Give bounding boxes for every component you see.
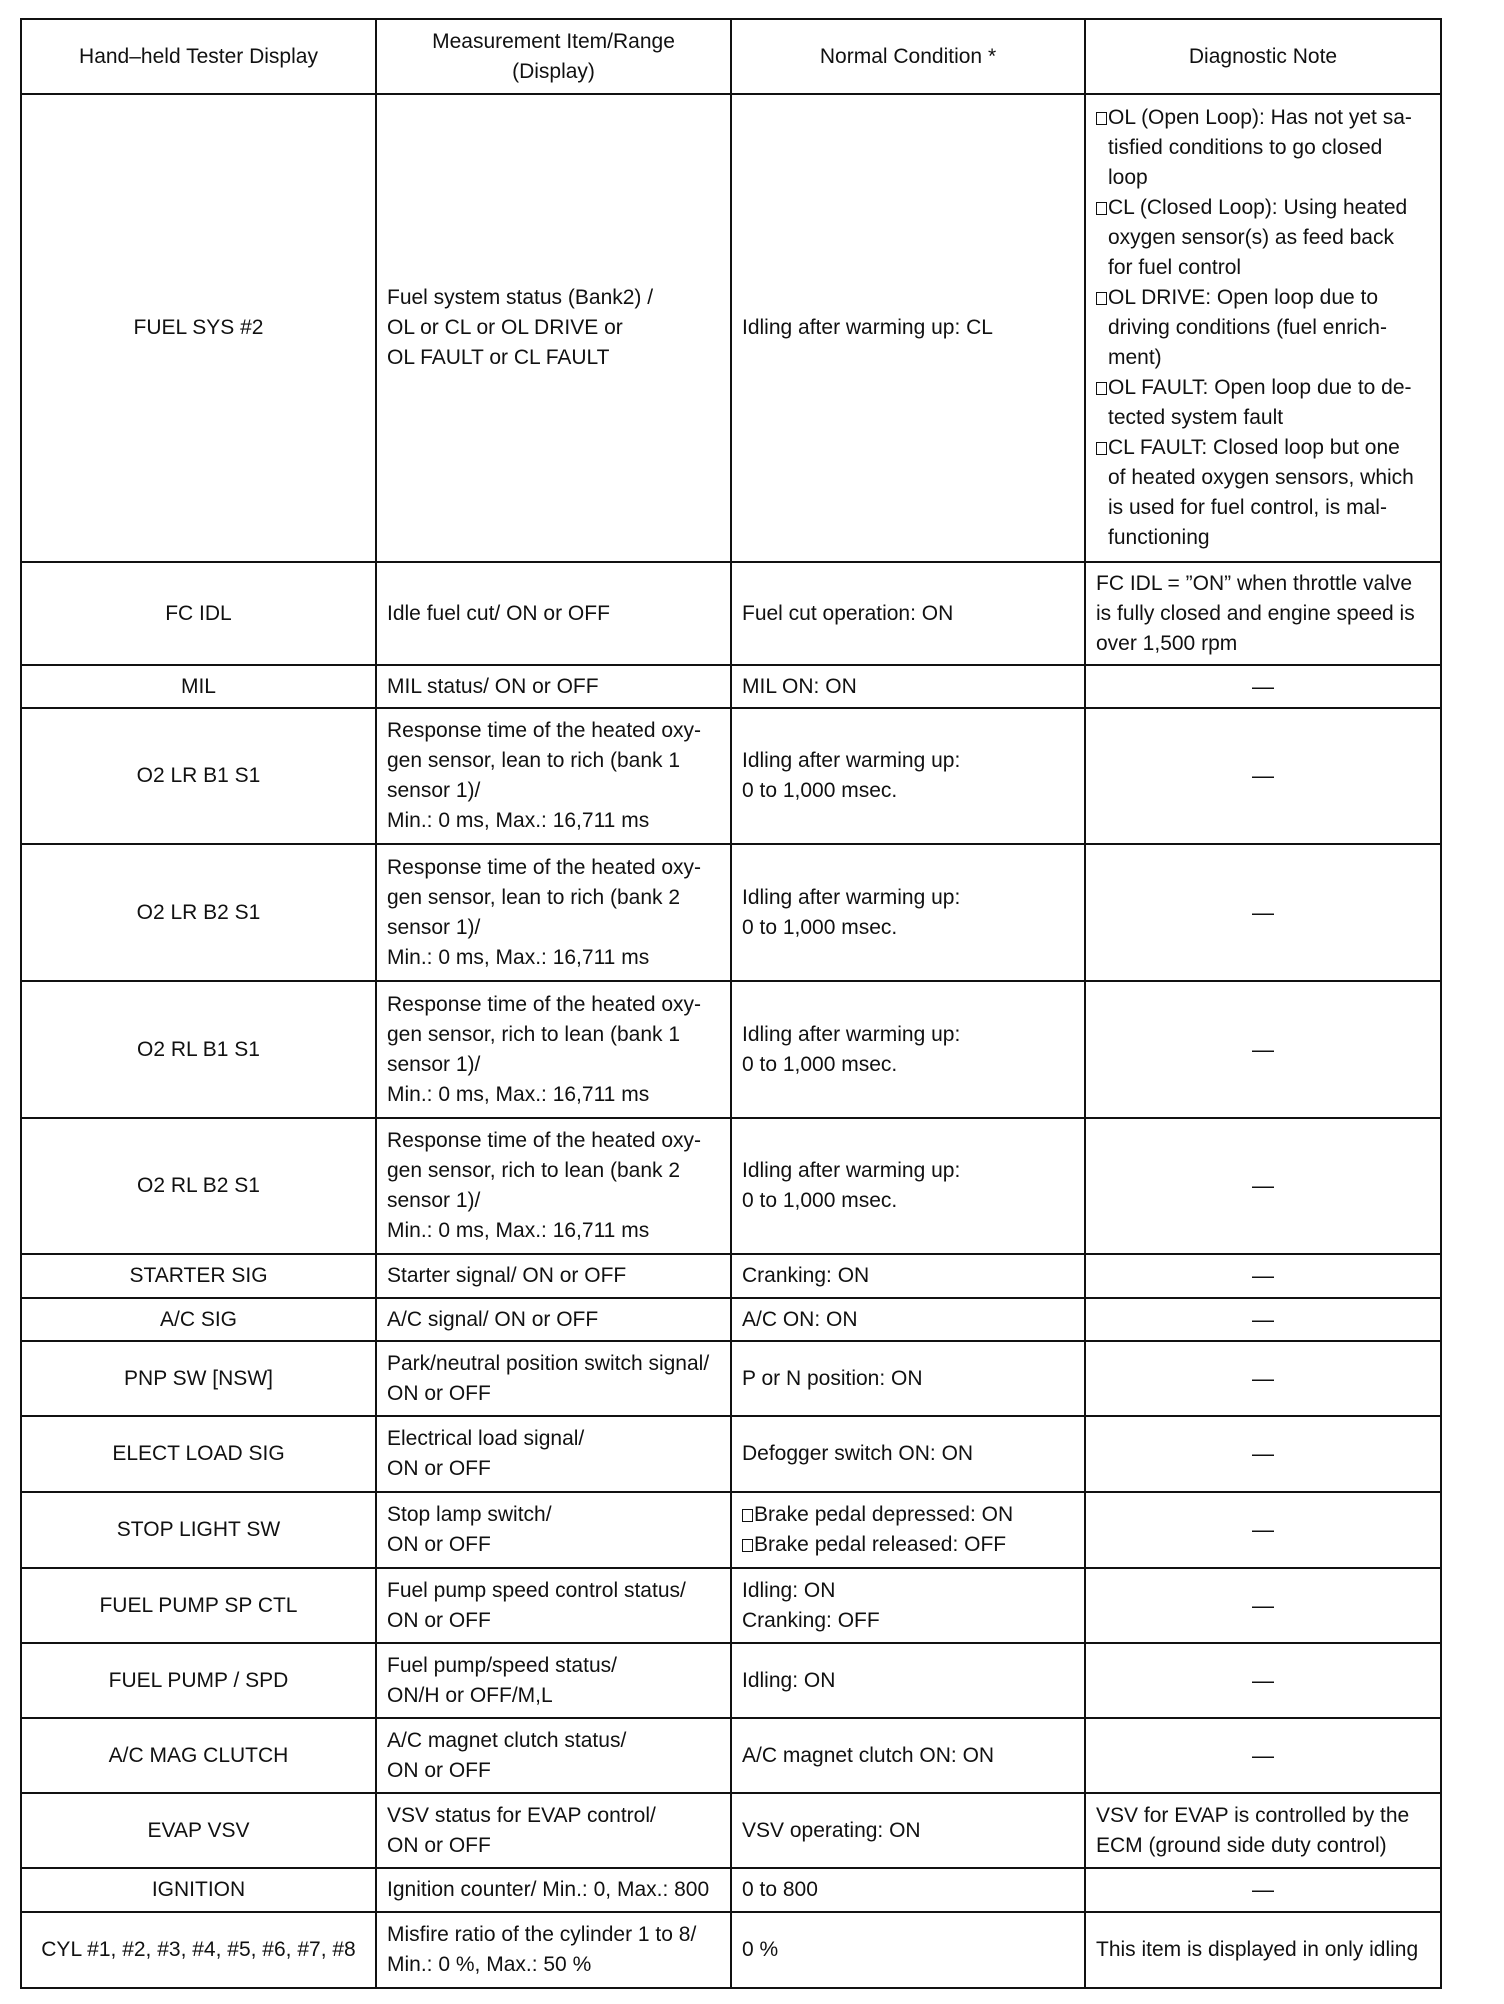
- normal-condition-line: Fuel cut operation: ON: [742, 601, 954, 625]
- normal-condition-line: Idling after warming up:: [742, 1022, 961, 1046]
- measurement-line: Response time of the heated oxy-: [387, 855, 702, 879]
- normal-condition-line: P or N position: ON: [742, 1366, 923, 1390]
- measurement-line: Fuel system status (Bank2) /: [387, 286, 654, 309]
- checkbox-bullet-icon: [1096, 382, 1107, 395]
- normal-condition-line: 0 to 1,000 msec.: [742, 1189, 898, 1212]
- table-header-row: [21, 19, 1441, 94]
- checkbox-bullet-icon: [1096, 202, 1107, 215]
- normal-condition-line: 0 to 1,000 msec.: [742, 1052, 898, 1076]
- tester-data-table: [20, 18, 1442, 1989]
- measurement-line: Park/neutral position switch signal/: [387, 1351, 710, 1375]
- measurement-line: sensor 1)/: [387, 1189, 481, 1212]
- empty-note-dash: —: [1252, 1036, 1274, 1062]
- cell-diagnostic-note: [1085, 1341, 1441, 1416]
- cell-diagnostic-note: [1085, 1568, 1441, 1643]
- cell-tester-display: O2 RL B1 S1: [21, 981, 376, 1118]
- cell-diagnostic-note: [1085, 94, 1441, 562]
- table-row: [21, 562, 1441, 665]
- cell-diagnostic-note: [1085, 1718, 1441, 1793]
- cell-diagnostic-note: [1085, 1254, 1441, 1298]
- diagnostic-note-line: [1096, 163, 1430, 193]
- cell-measurement-item: [376, 1912, 731, 1988]
- measurement-line: gen sensor, rich to lean (bank 2: [387, 1159, 681, 1182]
- cell-measurement-item: [376, 665, 731, 708]
- cell-diagnostic-note: [1085, 1298, 1441, 1341]
- diagnostic-note-line: [1096, 313, 1430, 343]
- measurement-line: ON or OFF: [387, 1608, 491, 1632]
- cell-measurement-item: [376, 1868, 731, 1912]
- normal-condition-line: Idling after warming up: CL: [742, 316, 993, 339]
- cell-normal-condition: [731, 562, 1085, 665]
- measurement-line: Stop lamp switch/: [387, 1503, 552, 1526]
- diagnostic-note-line: [1096, 253, 1430, 283]
- normal-condition-line: Idling: ON: [742, 1668, 836, 1692]
- measurement-line: gen sensor, rich to lean (bank 1: [387, 1022, 681, 1046]
- empty-note-dash: —: [1252, 673, 1274, 699]
- cell-tester-display: FUEL PUMP SP CTL: [21, 1568, 376, 1643]
- normal-condition-line: MIL ON: ON: [742, 674, 857, 698]
- checkbox-bullet-icon: [742, 1509, 753, 1522]
- cell-tester-display: FC IDL: [21, 562, 376, 665]
- header-normal-condition: Normal Condition *: [731, 19, 1085, 94]
- normal-condition-line: 0 to 1,000 msec.: [742, 779, 898, 802]
- measurement-line: Misfire ratio of the cylinder 1 to 8/: [387, 1923, 697, 1946]
- cell-diagnostic-note: [1085, 1492, 1441, 1568]
- cell-tester-display: ELECT LOAD SIG: [21, 1416, 376, 1492]
- cell-diagnostic-note: [1085, 1868, 1441, 1912]
- table-row: [21, 981, 1441, 1118]
- table-row: [21, 1793, 1441, 1868]
- cell-normal-condition: [731, 94, 1085, 562]
- empty-note-dash: —: [1252, 1173, 1274, 1198]
- measurement-line: MIL status/ ON or OFF: [387, 674, 599, 698]
- measurement-line: Fuel pump/speed status/: [387, 1653, 617, 1677]
- cell-normal-condition: [731, 1416, 1085, 1492]
- empty-note-dash: —: [1252, 1306, 1274, 1332]
- diagnostic-note-line: [1096, 523, 1430, 553]
- measurement-line: Min.: 0 ms, Max.: 16,711 ms: [387, 1082, 650, 1106]
- cell-measurement-item: [376, 1568, 731, 1643]
- empty-note-dash: —: [1252, 899, 1274, 925]
- cell-normal-condition: [731, 1868, 1085, 1912]
- normal-condition-line: Idling after warming up:: [742, 1159, 961, 1182]
- normal-condition-line: VSV operating: ON: [742, 1818, 921, 1842]
- measurement-line: sensor 1)/: [387, 915, 481, 939]
- cell-tester-display: EVAP VSV: [21, 1793, 376, 1868]
- measurement-line: A/C signal/ ON or OFF: [387, 1307, 599, 1331]
- normal-condition-line: Idling: ON: [742, 1578, 836, 1602]
- cell-tester-display: CYL #1, #2, #3, #4, #5, #6, #7, #8: [21, 1912, 376, 1988]
- measurement-line: Electrical load signal/: [387, 1427, 585, 1450]
- diagnostic-note-text: tected system fault: [1108, 406, 1284, 429]
- cell-diagnostic-note: [1085, 1118, 1441, 1254]
- cell-measurement-item: [376, 1298, 731, 1341]
- diagnostic-note-text: driving conditions (fuel enrich-: [1108, 316, 1387, 339]
- cell-diagnostic-note: [1085, 1793, 1441, 1868]
- cell-measurement-item: [376, 562, 731, 665]
- measurement-line: Ignition counter/ Min.: 0, Max.: 800: [387, 1878, 710, 1901]
- cell-tester-display: FUEL PUMP / SPD: [21, 1643, 376, 1718]
- diagnostic-note-line: [1096, 193, 1430, 223]
- normal-condition-line: Idling after warming up:: [742, 885, 961, 909]
- cell-normal-condition: [731, 981, 1085, 1118]
- diagnostic-note-line: [1096, 103, 1430, 133]
- diagnostic-note-line: FC IDL = ”ON” when throttle valve: [1096, 571, 1413, 595]
- cell-tester-display: STARTER SIG: [21, 1254, 376, 1298]
- empty-note-dash: —: [1252, 1365, 1274, 1391]
- header-measurement-item: [376, 19, 731, 94]
- normal-condition-bullet-text: Brake pedal released: OFF: [754, 1533, 1007, 1556]
- normal-condition-bullet: [742, 1500, 1074, 1530]
- table-row: [21, 1298, 1441, 1341]
- empty-note-dash: —: [1252, 1592, 1274, 1618]
- diagnostic-note-line: [1096, 463, 1430, 493]
- cell-measurement-item: [376, 1793, 731, 1868]
- cell-measurement-item: [376, 708, 731, 844]
- cell-measurement-item: [376, 1718, 731, 1793]
- diagnostic-note-line: This item is displayed in only idling: [1096, 1938, 1419, 1961]
- cell-tester-display: O2 LR B1 S1: [21, 708, 376, 844]
- header-tester-display: Hand–held Tester Display: [21, 19, 376, 94]
- cell-tester-display: A/C MAG CLUTCH: [21, 1718, 376, 1793]
- cell-normal-condition: [731, 1568, 1085, 1643]
- diagnostic-note-line: [1096, 403, 1430, 433]
- cell-tester-display: PNP SW [NSW]: [21, 1341, 376, 1416]
- measurement-line: gen sensor, lean to rich (bank 2: [387, 885, 681, 909]
- table-row: [21, 708, 1441, 844]
- checkbox-bullet-icon: [1096, 112, 1107, 125]
- cell-measurement-item: [376, 981, 731, 1118]
- normal-condition-line: 0 to 800: [742, 1878, 818, 1901]
- cell-diagnostic-note: [1085, 562, 1441, 665]
- diagnostic-note-line: is fully closed and engine speed is: [1096, 601, 1415, 625]
- cell-tester-display: FUEL SYS #2: [21, 94, 376, 562]
- normal-condition-bullet-text: Brake pedal depressed: ON: [754, 1503, 1014, 1526]
- diagnostic-note-line: [1096, 433, 1430, 463]
- cell-measurement-item: [376, 1643, 731, 1718]
- diagnostic-note-text: CL (Closed Loop): Using heated: [1108, 196, 1408, 219]
- cell-diagnostic-note: [1085, 1912, 1441, 1988]
- measurement-line: VSV status for EVAP control/: [387, 1803, 656, 1827]
- cell-measurement-item: [376, 1416, 731, 1492]
- table-row: [21, 665, 1441, 708]
- table-row: [21, 1492, 1441, 1568]
- cell-normal-condition: [731, 665, 1085, 708]
- diagnostic-note-text: CL FAULT: Closed loop but one: [1108, 436, 1400, 459]
- diagnostic-note-text: for fuel control: [1108, 256, 1242, 279]
- cell-measurement-item: [376, 94, 731, 562]
- empty-note-dash: —: [1252, 1877, 1274, 1902]
- measurement-line: OL FAULT or CL FAULT: [387, 346, 610, 369]
- checkbox-bullet-icon: [742, 1539, 753, 1552]
- measurement-line: Response time of the heated oxy-: [387, 719, 702, 742]
- cell-normal-condition: [731, 1254, 1085, 1298]
- measurement-line: Fuel pump speed control status/: [387, 1578, 686, 1602]
- empty-note-dash: —: [1252, 1667, 1274, 1693]
- diagnostic-note-text: oxygen sensor(s) as feed back: [1108, 226, 1394, 249]
- cell-diagnostic-note: [1085, 844, 1441, 981]
- cell-normal-condition: [731, 1492, 1085, 1568]
- cell-measurement-item: [376, 1492, 731, 1568]
- measurement-line: Min.: 0 ms, Max.: 16,711 ms: [387, 945, 650, 969]
- table-row: [21, 1568, 1441, 1643]
- diagnostic-note-line: [1096, 283, 1430, 313]
- measurement-line: ON or OFF: [387, 1833, 491, 1857]
- diagnostic-note-text: of heated oxygen sensors, which: [1108, 466, 1414, 489]
- table-row: [21, 1416, 1441, 1492]
- diagnostic-note-line: [1096, 133, 1430, 163]
- header-diagnostic-note: Diagnostic Note: [1085, 19, 1441, 94]
- cell-normal-condition: [731, 708, 1085, 844]
- normal-condition-line: Idling after warming up:: [742, 749, 961, 772]
- normal-condition-line: Cranking: ON: [742, 1264, 870, 1287]
- normal-condition-line: A/C ON: ON: [742, 1307, 858, 1331]
- table-row: [21, 1118, 1441, 1254]
- cell-diagnostic-note: [1085, 981, 1441, 1118]
- diagnostic-note-line: ECM (ground side duty control): [1096, 1833, 1387, 1857]
- cell-normal-condition: [731, 1341, 1085, 1416]
- cell-diagnostic-note: [1085, 1416, 1441, 1492]
- diagnostic-note-line: [1096, 343, 1430, 373]
- empty-note-dash: —: [1252, 1263, 1274, 1288]
- empty-note-dash: —: [1252, 1742, 1274, 1768]
- cell-tester-display: MIL: [21, 665, 376, 708]
- diagnostic-note-line: VSV for EVAP is controlled by the: [1096, 1803, 1410, 1827]
- cell-tester-display: STOP LIGHT SW: [21, 1492, 376, 1568]
- diagnostic-note-text: OL FAULT: Open loop due to de-: [1108, 376, 1412, 399]
- diagnostic-note-text: is used for fuel control, is mal-: [1108, 496, 1387, 519]
- cell-measurement-item: [376, 1341, 731, 1416]
- normal-condition-line: Cranking: OFF: [742, 1608, 880, 1632]
- measurement-line: Starter signal/ ON or OFF: [387, 1264, 627, 1287]
- normal-condition-bullet: [742, 1530, 1074, 1560]
- diagnostic-note-text: functioning: [1108, 526, 1210, 549]
- table-row: [21, 1718, 1441, 1793]
- measurement-line: Response time of the heated oxy-: [387, 992, 702, 1016]
- measurement-line: sensor 1)/: [387, 1052, 481, 1076]
- table-row: [21, 844, 1441, 981]
- cell-tester-display: O2 RL B2 S1: [21, 1118, 376, 1254]
- empty-note-dash: —: [1252, 1517, 1274, 1542]
- checkbox-bullet-icon: [1096, 292, 1107, 305]
- header-measurement-line-2: (Display): [512, 59, 595, 83]
- table-row: [21, 1341, 1441, 1416]
- diagnostic-note-line: [1096, 373, 1430, 403]
- measurement-line: Idle fuel cut/ ON or OFF: [387, 601, 610, 625]
- empty-note-dash: —: [1252, 1441, 1274, 1466]
- measurement-line: ON or OFF: [387, 1457, 491, 1480]
- measurement-line: gen sensor, lean to rich (bank 1: [387, 749, 681, 772]
- diagnostic-note-line: [1096, 493, 1430, 523]
- diagnostic-note-text: OL DRIVE: Open loop due to: [1108, 286, 1379, 309]
- measurement-line: Min.: 0 %, Max.: 50 %: [387, 1953, 592, 1976]
- diagnostic-note-text: OL (Open Loop): Has not yet sa-: [1108, 106, 1412, 129]
- cell-tester-display: O2 LR B2 S1: [21, 844, 376, 981]
- measurement-line: ON or OFF: [387, 1533, 491, 1556]
- normal-condition-line: Defogger switch ON: ON: [742, 1442, 974, 1465]
- diagnostic-note-line: over 1,500 rpm: [1096, 631, 1238, 655]
- table-row: [21, 1643, 1441, 1718]
- table-row: [21, 1254, 1441, 1298]
- cell-diagnostic-note: [1085, 665, 1441, 708]
- measurement-line: A/C magnet clutch status/: [387, 1728, 627, 1752]
- cell-normal-condition: [731, 1718, 1085, 1793]
- diagnostic-note-text: ment): [1108, 346, 1162, 369]
- normal-condition-line: A/C magnet clutch ON: ON: [742, 1743, 995, 1767]
- cell-measurement-item: [376, 1254, 731, 1298]
- cell-measurement-item: [376, 1118, 731, 1254]
- cell-measurement-item: [376, 844, 731, 981]
- cell-tester-display: IGNITION: [21, 1868, 376, 1912]
- normal-condition-line: 0 to 1,000 msec.: [742, 915, 898, 939]
- measurement-line: sensor 1)/: [387, 779, 481, 802]
- diagnostic-data-page: [20, 18, 1440, 1989]
- checkbox-bullet-icon: [1096, 442, 1107, 455]
- diagnostic-note-text: tisfied conditions to go closed: [1108, 136, 1383, 159]
- normal-condition-line: 0 %: [742, 1938, 779, 1961]
- measurement-line: ON or OFF: [387, 1758, 491, 1782]
- cell-tester-display: A/C SIG: [21, 1298, 376, 1341]
- cell-normal-condition: [731, 844, 1085, 981]
- empty-note-dash: —: [1252, 763, 1274, 788]
- header-measurement-line-1: Measurement Item/Range: [432, 29, 675, 53]
- cell-normal-condition: [731, 1912, 1085, 1988]
- measurement-line: Min.: 0 ms, Max.: 16,711 ms: [387, 809, 650, 832]
- table-row: [21, 94, 1441, 562]
- diagnostic-note-line: [1096, 223, 1430, 253]
- table-row: [21, 1868, 1441, 1912]
- measurement-line: OL or CL or OL DRIVE or: [387, 316, 623, 339]
- cell-normal-condition: [731, 1118, 1085, 1254]
- cell-normal-condition: [731, 1643, 1085, 1718]
- measurement-line: Response time of the heated oxy-: [387, 1129, 702, 1152]
- measurement-line: ON or OFF: [387, 1381, 491, 1405]
- cell-normal-condition: [731, 1793, 1085, 1868]
- table-body: [21, 94, 1441, 1988]
- diagnostic-note-text: loop: [1108, 166, 1148, 189]
- measurement-line: Min.: 0 ms, Max.: 16,711 ms: [387, 1219, 650, 1242]
- table-row: [21, 1912, 1441, 1988]
- cell-diagnostic-note: [1085, 708, 1441, 844]
- cell-diagnostic-note: [1085, 1643, 1441, 1718]
- measurement-line: ON/H or OFF/M,L: [387, 1683, 553, 1707]
- cell-normal-condition: [731, 1298, 1085, 1341]
